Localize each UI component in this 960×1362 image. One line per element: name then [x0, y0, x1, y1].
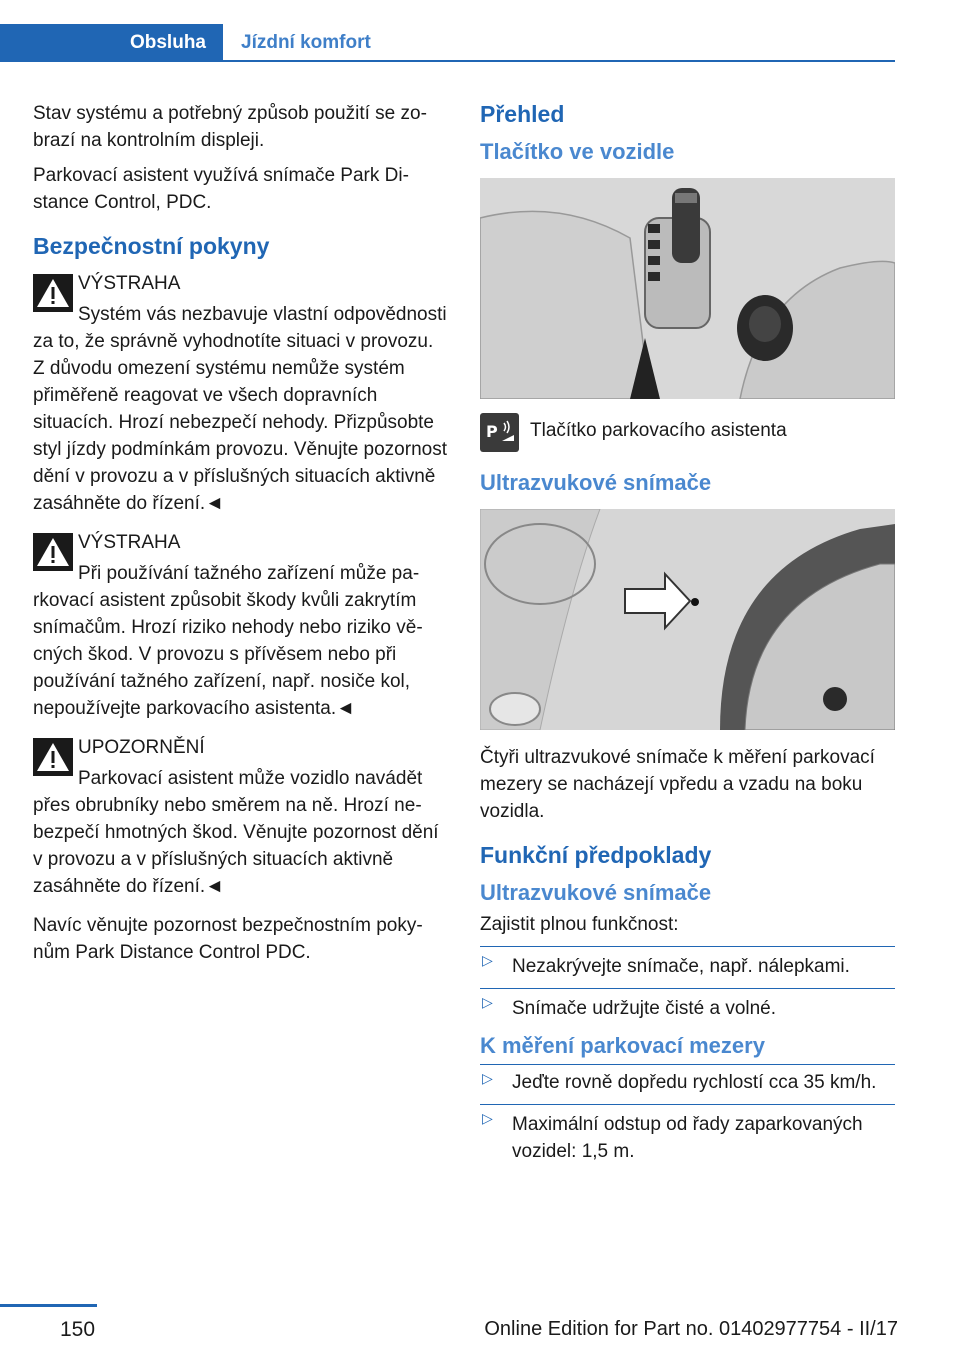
header-rule — [223, 60, 895, 62]
paragraph-pdc: Parkovací asistent využívá snímače Park Distance Control, PDC. — [33, 165, 409, 213]
tab-obsluha[interactable]: Obsluha — [0, 24, 223, 62]
header-tabs — [0, 24, 895, 62]
tab-jizdni-komfort[interactable]: Jízdní komfort — [241, 32, 371, 53]
heading-requirements: Funkční předpoklady — [480, 842, 712, 868]
left-column — [33, 100, 448, 974]
footer-edition: Online Edition for Part no. 01402977754 - II/17 — [484, 1318, 898, 1340]
page-number: 150 — [60, 1318, 96, 1341]
warning-icon — [33, 738, 73, 776]
caption-sensors: Čtyři ultrazvukové snímače k měření parkovací mezery se nacházejí vpředu a vzadu na boku vozidla. — [480, 747, 875, 822]
warning-icon — [33, 274, 73, 312]
notice-block — [33, 734, 448, 900]
intro-functionality: Zajistit plnou funkčnost: — [480, 914, 679, 935]
heading-overview: Přehled — [480, 101, 565, 127]
car-interior-image — [480, 178, 895, 399]
footer-rule — [0, 1304, 97, 1307]
warning-block-2 — [33, 529, 448, 722]
list-item: ▷ Maximální odstup od řady zaparkovaných vozidel: 1,5 m. — [480, 1104, 895, 1165]
parking-assist-button-icon — [480, 413, 519, 452]
warning-title: VÝSTRAHA — [78, 532, 181, 553]
list-item: ▷ Jeďte rovně dopředu rychlostí cca 35 km/h. — [480, 1064, 895, 1096]
warning-text: Systém vás nezbavuje vlastní odpovědnosti za to, že správně vyhodnotíte situaci v provozu. Z důvodu omezení systému nemůže systém přiměřeně reagovat ve všech dopravních situacích. Hrozí nebezpečí nehody. Přizpůsobte styl jízdy podmínkám provozu. Věnujte pozornost dění v provozu a v příslušných situacích aktivně zasáhněte do řízení.◄ — [33, 304, 447, 514]
warning-block-1 — [33, 270, 448, 517]
svg-text:P: P — [486, 422, 498, 441]
list-item: ▷ Snímače udržujte čisté a volné. — [480, 988, 895, 1022]
heading-safety: Bezpečnostní pokyny — [33, 233, 270, 259]
warning-text: Při používání tažného zařízení může parkovací asistent způsobit škody kvůli zakrytím snímačům. Hrozí riziko nehody nebo riziko věcných škod. V provozu s přívěsem nebo při používání tažného zařízení, např. nosiče kol, nepoužívejte parkovacího asistenta.◄ — [33, 563, 423, 719]
paragraph-status: Stav systému a potřebný způsob použití se zobrazí na kontrolním displeji. — [33, 103, 427, 151]
subheading-measuring: K měření parkovací mezery — [480, 1033, 765, 1058]
warning-icon — [33, 533, 73, 571]
notice-text: Parkovací asistent může vozidlo navádět přes obrubníky nebo směrem na ně. Hrozí nebezpečí hmotných škod. Věnujte pozornost dění v provozu a v příslušných situacích aktivně zasáhněte do řízení.◄ — [33, 768, 439, 897]
right-column — [480, 100, 895, 1175]
notice-title: UPOZORNĚNÍ — [78, 737, 205, 758]
subheading-button: Tlačítko ve vozidle — [480, 139, 675, 164]
caption-button-text: Tlačítko parkovacího asistenta — [530, 420, 787, 441]
subheading-sensors-2: Ultrazvukové snímače — [480, 880, 712, 905]
warning-title: VÝSTRAHA — [78, 273, 181, 294]
list-item: ▷ Nezakrývejte snímače, např. nálepkami. — [480, 946, 895, 980]
paragraph-additional: Navíc věnujte pozornost bezpečnostním pokynům Park Distance Control PDC. — [33, 915, 423, 963]
subheading-sensors: Ultrazvukové snímače — [480, 470, 712, 495]
car-side-sensor-image — [480, 509, 895, 730]
caption-button — [480, 413, 895, 457]
list-measuring — [480, 1064, 895, 1165]
list-sensor-care — [480, 946, 895, 1022]
